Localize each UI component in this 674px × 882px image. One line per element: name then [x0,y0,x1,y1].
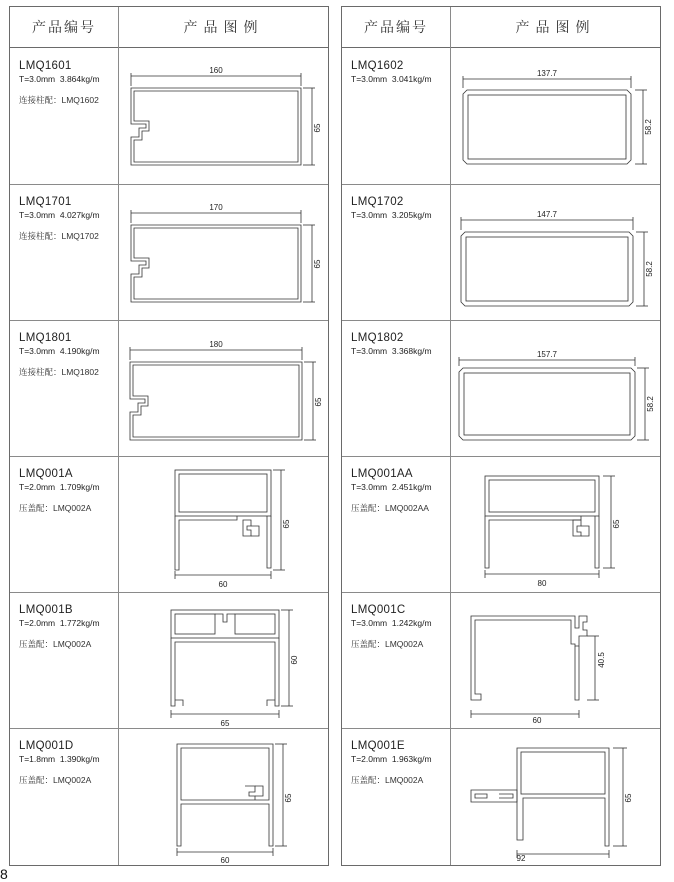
profile-lmq1602-diagram [451,48,660,184]
profile-drawing [451,728,660,864]
profile-lmq001b-diagram [119,592,328,728]
dim-height: 65 [284,793,293,803]
dim-height: 58.2 [645,261,654,277]
dim-height: 58.2 [646,396,655,412]
profile-lmq001aa-diagram [451,456,660,592]
product-note: 压盖配：LMQ002A [351,775,424,785]
product-spec: T=2.0mm 1.709kg/m [19,482,100,492]
profile-lmq1601-diagram [119,48,328,184]
profile-lmq1702-diagram [451,184,660,320]
product-code: LMQ001D [19,740,74,752]
profile-drawing [451,184,660,320]
product-spec: T=3.0mm 4.027kg/m [19,210,100,220]
table-row [342,320,660,457]
table-row [10,320,328,457]
dim-width: 92 [516,854,526,863]
table-row [342,456,660,593]
product-code: LMQ001E [351,740,405,752]
product-code: LMQ1801 [19,332,72,344]
product-note: 压盖配：LMQ002A [19,775,92,785]
table-row [10,48,328,185]
product-code: LMQ001C [351,604,406,616]
product-note: 连接柱配：LMQ1602 [19,95,99,105]
page-number: 8 [0,866,8,882]
product-spec: T=3.0mm 1.242kg/m [351,618,432,628]
product-note: 连接柱配：LMQ1802 [19,367,99,377]
header-product-drawing: 产品图例 [183,19,264,35]
product-spec: T=2.0mm 1.772kg/m [19,618,100,628]
table-row [342,48,660,185]
table-header [10,7,328,48]
profile-drawing [451,456,660,592]
profile-lmq001e-diagram [451,728,660,864]
table-row [342,184,660,321]
profile-lmq1701-diagram [119,184,328,320]
header-product-code: 产品编号 [32,19,96,35]
product-code: LMQ1802 [351,332,404,344]
product-spec: T=3.0mm 4.190kg/m [19,346,100,356]
product-note: 压盖配：LMQ002A [19,639,92,649]
product-note: 压盖配：LMQ002AA [351,503,429,513]
dim-height: 40.5 [597,652,606,668]
dim-height: 65 [624,793,633,803]
profile-drawing [119,184,328,320]
profile-lmq1802-diagram [451,320,660,456]
product-spec: T=1.8mm 1.390kg/m [19,754,100,764]
dim-width: 160 [209,66,223,75]
product-spec: T=3.0mm 3.205kg/m [351,210,432,220]
product-note: 压盖配：LMQ002A [19,503,92,513]
product-note: 压盖配：LMQ002A [351,639,424,649]
right-product-table [341,6,661,866]
profile-drawing [451,48,660,184]
table-row [10,184,328,321]
product-code: LMQ1701 [19,196,72,208]
header-product-code: 产品编号 [364,19,428,35]
table-row [342,728,660,864]
dim-width: 80 [537,579,547,588]
dim-width: 65 [220,719,230,728]
product-spec: T=3.0mm 3.368kg/m [351,346,432,356]
profile-drawing [119,728,328,864]
table-row [342,592,660,729]
profile-lmq001a-diagram [119,456,328,592]
dim-width: 60 [220,856,230,864]
header-product-drawing: 产品图例 [515,19,596,35]
dim-width: 60 [532,716,542,725]
product-code: LMQ001A [19,468,73,480]
dim-height: 65 [612,519,621,529]
product-code: LMQ001B [19,604,73,616]
product-spec: T=3.0mm 3.864kg/m [19,74,100,84]
profile-lmq001c-diagram [451,592,660,728]
product-code: LMQ1601 [19,60,72,72]
dim-height: 58.2 [644,119,653,135]
table-row [10,456,328,593]
profile-drawing [451,320,660,456]
profile-drawing [119,320,328,456]
dim-width: 60 [218,580,228,589]
profile-lmq1801-diagram [119,320,328,456]
dim-height: 65 [282,519,291,529]
table-header [342,7,660,48]
product-note: 连接柱配：LMQ1702 [19,231,99,241]
table-row [10,728,328,864]
product-code: LMQ001AA [351,468,413,480]
dim-width: 147.7 [536,210,558,219]
product-code: LMQ1702 [351,196,404,208]
profile-drawing [119,592,328,728]
dim-height: 65 [313,259,322,269]
dim-width: 157.7 [536,350,558,359]
profile-drawing [451,592,660,728]
dim-width: 180 [209,340,223,349]
dim-height: 65 [314,397,323,407]
dim-height: 65 [313,123,322,133]
profile-drawing [119,456,328,592]
left-product-table [9,6,329,866]
product-spec: T=3.0mm 2.451kg/m [351,482,432,492]
dim-width: 170 [209,203,223,212]
profile-lmq001d-diagram [119,728,328,864]
dim-width: 137.7 [536,69,558,78]
dim-height: 60 [290,655,299,665]
table-row [10,592,328,729]
product-spec: T=3.0mm 3.041kg/m [351,74,432,84]
product-spec: T=2.0mm 1.963kg/m [351,754,432,764]
product-code: LMQ1602 [351,60,404,72]
profile-drawing [119,48,328,184]
